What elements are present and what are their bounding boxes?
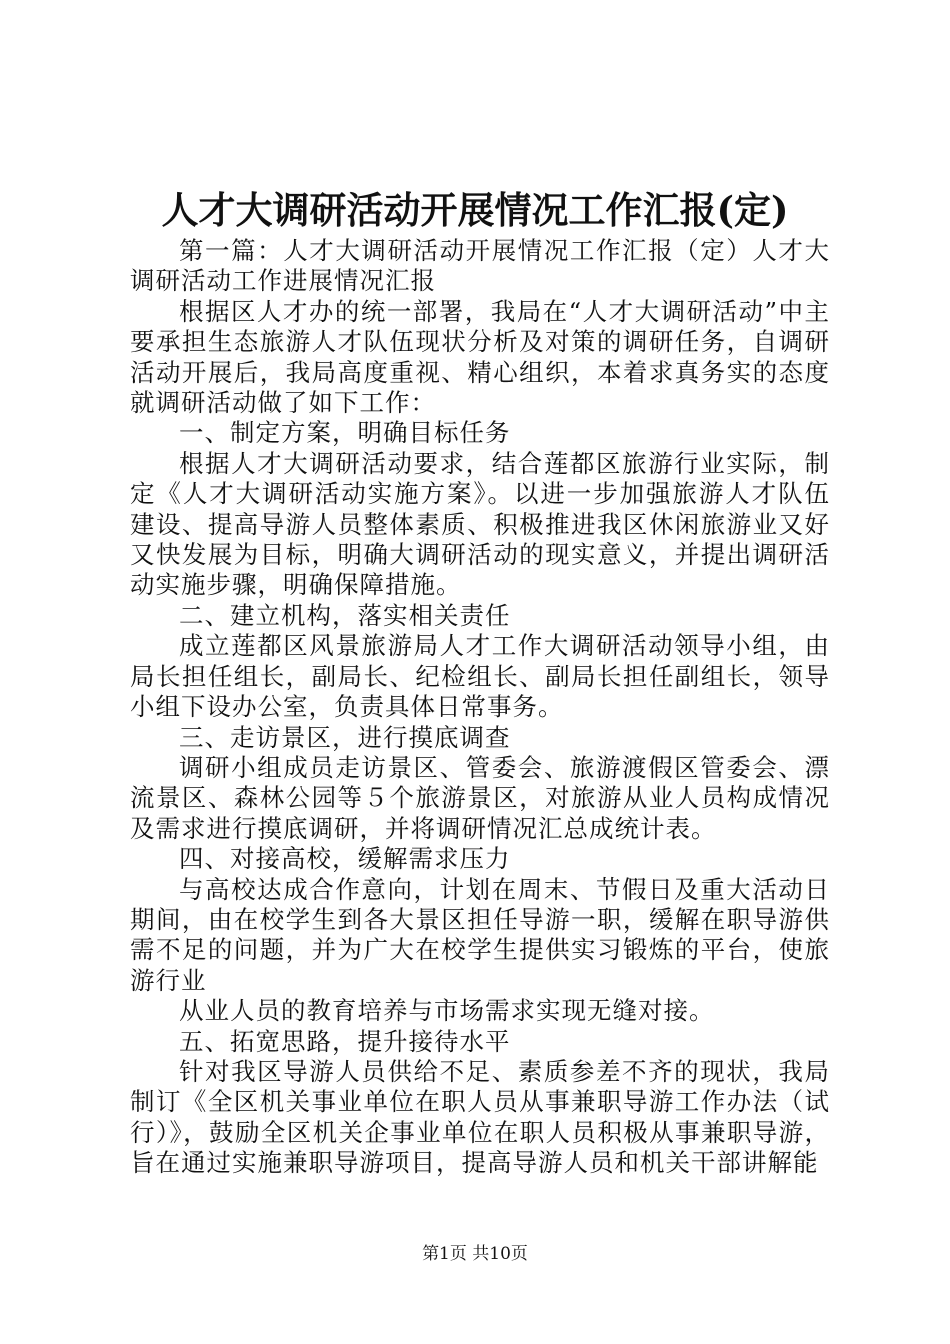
document-title: 人才大调研活动开展情况工作汇报(定) (161, 188, 789, 232)
section-heading: 二、建立机构，落实相关责任 (179, 600, 511, 630)
paragraph: 从业人员的教育培养与市场需求实现无缝对接。 (179, 996, 715, 1026)
paragraph: 根据人才大调研活动要求，结合莲都区旅游行业实际，制定《人才大调研活动实施方案》。以进一步加强旅游人才队伍建设、提高导游人员整体素质、积极推进我区休闲旅游业又好又快发展为目标，明确大调研活动的现实意义，并提出调研活动实施步骤，明确保障措施。 (130, 448, 830, 600)
paragraph: 调研小组成员走访景区、管委会、旅游渡假区管委会、漂流景区、森林公园等５个旅游景区，对旅游从业人员构成情况及需求进行摸底调研，并将调研情况汇总成统计表。 (130, 752, 830, 843)
section-heading: 一、制定方案，明确目标任务 (179, 418, 511, 448)
paragraph: 成立莲都区风景旅游局人才工作大调研活动领导小组，由局长担任组长，副局长、纪检组长、副局长担任副组长，领导小组下设办公室，负责具体日常事务。 (130, 631, 830, 722)
section-heading: 四、对接高校，缓解需求压力 (179, 844, 511, 874)
paragraph: 根据区人才办的统一部署，我局在“人才大调研活动”中主要承担生态旅游人才队伍现状分析及对策的调研任务，自调研活动开展后，我局高度重视、精心组织，本着求真务实的态度就调研活动做了如下工作： (130, 296, 830, 418)
document-body (130, 236, 830, 1179)
section-heading: 三、走访景区，进行摸底调查 (179, 722, 511, 752)
page-number: 第1页 共10页 (422, 1244, 528, 1264)
paragraph: 针对我区导游人员供给不足、素质参差不齐的现状，我局制订《全区机关事业单位在职人员从事兼职导游工作办法（试行）》，鼓励全区机关企事业单位在职人员积极从事兼职导游，旨在通过实施兼职导游项目，提高导游人员和机关干部讲解能 (130, 1056, 830, 1178)
paragraph: 第一篇：人才大调研活动开展情况工作汇报（定）人才大调研活动工作进展情况汇报 (130, 236, 830, 296)
paragraph: 与高校达成合作意向，计划在周末、节假日及重大活动日期间，由在校学生到各大景区担任导游一职，缓解在职导游供需不足的问题，并为广大在校学生提供实习锻炼的平台，使旅游行业 (130, 874, 830, 995)
section-heading: 五、拓宽思路，提升接待水平 (179, 1026, 511, 1056)
